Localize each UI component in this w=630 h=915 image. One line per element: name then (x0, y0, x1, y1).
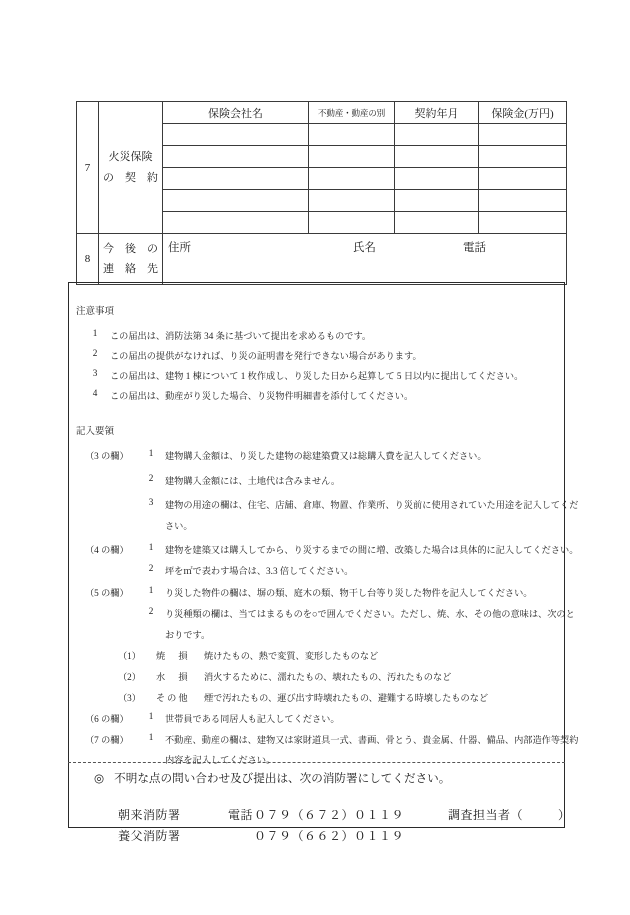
instruction-number: 2 (148, 606, 154, 616)
instruction-number: 1 (148, 711, 154, 721)
instruction-continuation-text: おりです。 (165, 630, 211, 640)
instruction-text: り災種類の欄は、当てはまるものを○で囲んでください。ただし、焼、水、その他の意味は、次のと (165, 609, 575, 619)
instruction-number: 1 (148, 542, 154, 552)
dotted-divider (68, 762, 565, 763)
field-label-phone: 電話 (463, 242, 486, 254)
note-index: 2 (92, 348, 98, 358)
row-number-8: 8 (77, 234, 99, 285)
instruction-number: 3 (148, 497, 154, 507)
investigator-close-paren: ） (558, 808, 571, 822)
instruction-number: 1 (148, 585, 154, 595)
row-label-line-2: の 契 約 (103, 171, 158, 184)
row-label-fire-insurance (99, 102, 163, 234)
cell-company-name[interactable] (163, 124, 309, 146)
row-label-future-contact (99, 234, 163, 285)
future-contact-row (77, 234, 567, 285)
fire-department-name: 養父消防署 (118, 829, 181, 843)
instruction-number: 1 (148, 448, 154, 458)
fire-department-name: 朝来消防署 (118, 808, 181, 822)
instruction-number: 2 (148, 473, 154, 483)
field-label-address: 住所 (168, 242, 191, 254)
instruction-column-label: （5 の欄） (85, 588, 129, 598)
cell-insurance-amount[interactable] (479, 190, 567, 212)
note-text: この届出は、動産がり災した場合、り災物件明細書を添付してください。 (110, 391, 414, 401)
investigator-label: 調査担当者（ (448, 808, 524, 822)
cell-property-kind[interactable] (309, 212, 395, 234)
instruction-number: 2 (148, 563, 154, 573)
header-property-kind: 不動産・動産の別 (309, 102, 395, 124)
fire-department-phone-prefix: 電話 (228, 808, 254, 822)
note-text: この届出は、建物 1 棟について 1 枚作成し、り災した日から起算して 5 日以内に提出してください。 (110, 371, 524, 381)
cell-company-name[interactable] (163, 190, 309, 212)
cell-property-kind[interactable] (309, 146, 395, 168)
instruction-number: 1 (148, 732, 154, 742)
header-insurance-amount: 保険金(万円) (479, 102, 567, 124)
damage-type-label: 焼 損 (156, 651, 190, 661)
damage-type-description: 焼けたもの、熱で変質、変形したものなど (204, 651, 379, 661)
notes-section-title: 注意事項 (76, 307, 115, 317)
header-company-name: 保険会社名 (163, 102, 309, 124)
row-label-line-1: 今 後 の (103, 242, 158, 255)
cell-insurance-amount[interactable] (479, 212, 567, 234)
contact-entry-cell[interactable] (163, 234, 567, 285)
instruction-text: 世帯員である同居人も記入してください。 (165, 714, 340, 724)
row-label-line-2: 連 絡 先 (103, 263, 158, 275)
field-label-name: 氏名 (353, 242, 376, 254)
cell-insurance-amount[interactable] (479, 168, 567, 190)
note-index: 4 (92, 388, 98, 398)
damage-type-description: 煙で汚れたもの、運び出す時壊れたもの、避難する時壊したものなど (204, 693, 489, 703)
cell-company-name[interactable] (163, 146, 309, 168)
instruction-text: 建物を建築又は購入してから、り災するまでの間に増、改築した場合は具体的に記入してください。 (165, 545, 579, 555)
cell-contract-date[interactable] (395, 190, 479, 212)
cell-property-kind[interactable] (309, 124, 395, 146)
cell-property-kind[interactable] (309, 190, 395, 212)
instruction-text: 坪を㎡で表わす場合は、3.3 倍してください。 (165, 566, 354, 576)
submission-callout-text: 不明な点の問い合わせ及び提出は、次の消防署にしてください。 (114, 772, 451, 785)
header-contract-date: 契約年月 (395, 102, 479, 124)
cell-contract-date[interactable] (395, 124, 479, 146)
instruction-text: り災した物件の欄は、塀の類、庭木の類、物干し台等り災した物件を記入してください。 (165, 588, 533, 598)
cell-insurance-amount[interactable] (479, 124, 567, 146)
instruction-column-label: （6 の欄） (85, 714, 129, 724)
note-index: 1 (92, 328, 98, 338)
instruction-continuation-text: 内容を記入してください。 (165, 755, 276, 765)
instruction-column-label: （4 の欄） (85, 545, 129, 555)
instruction-continuation-text: さい。 (165, 521, 193, 531)
damage-type-number: （2） (118, 672, 141, 682)
note-text: この届出は、消防法第 34 条に基づいて提出を求めるものです。 (110, 331, 372, 341)
cell-contract-date[interactable] (395, 212, 479, 234)
cell-insurance-amount[interactable] (479, 146, 567, 168)
table-header-row (77, 102, 567, 124)
insurance-contact-table (76, 101, 567, 285)
cell-contract-date[interactable] (395, 168, 479, 190)
row-label-line-1: 火災保険 (108, 151, 153, 164)
note-text: この届出の提供がなければ、り災の証明書を発行できない場合があります。 (110, 351, 422, 361)
damage-type-description: 消火するために、濡れたもの、壊れたもの、汚れたものなど (204, 672, 452, 682)
damage-type-number: （3） (118, 693, 141, 703)
submission-callout (94, 770, 450, 786)
cell-property-kind[interactable] (309, 168, 395, 190)
fire-department-phone: ０７９（６６２）０１１９ (254, 829, 405, 843)
instruction-text: 建物購入金額は、り災した建物の総建築費又は総購入費を記入してください。 (165, 451, 487, 461)
fire-department-phone: ０７９（６７２）０１１９ (254, 808, 405, 822)
cell-company-name[interactable] (163, 212, 309, 234)
cell-company-name[interactable] (163, 168, 309, 190)
note-index: 3 (92, 368, 98, 378)
row-number-7: 7 (77, 102, 99, 234)
cell-contract-date[interactable] (395, 146, 479, 168)
damage-type-number: （1） (118, 651, 141, 661)
instruction-column-label: （3 の欄） (85, 451, 129, 461)
damage-type-label: その他 (156, 693, 190, 703)
double-circle-icon: ◎ (94, 772, 105, 785)
instruction-text: 建物購入金額には、土地代は含みません。 (165, 476, 341, 486)
instruction-column-label: （7 の欄） (85, 735, 129, 745)
instructions-section-title: 記入要領 (76, 427, 115, 437)
instruction-text: 不動産、動産の欄は、建物又は家財道具一式、書画、骨とう、貴金属、什器、備品、内部造作等契約 (165, 735, 579, 745)
damage-type-label: 水 損 (156, 672, 190, 682)
instruction-text: 建物の用途の欄は、住宅、店舗、倉庫、物置、作業所、り災前に使用されていた用途を記入してくだ (165, 500, 579, 510)
